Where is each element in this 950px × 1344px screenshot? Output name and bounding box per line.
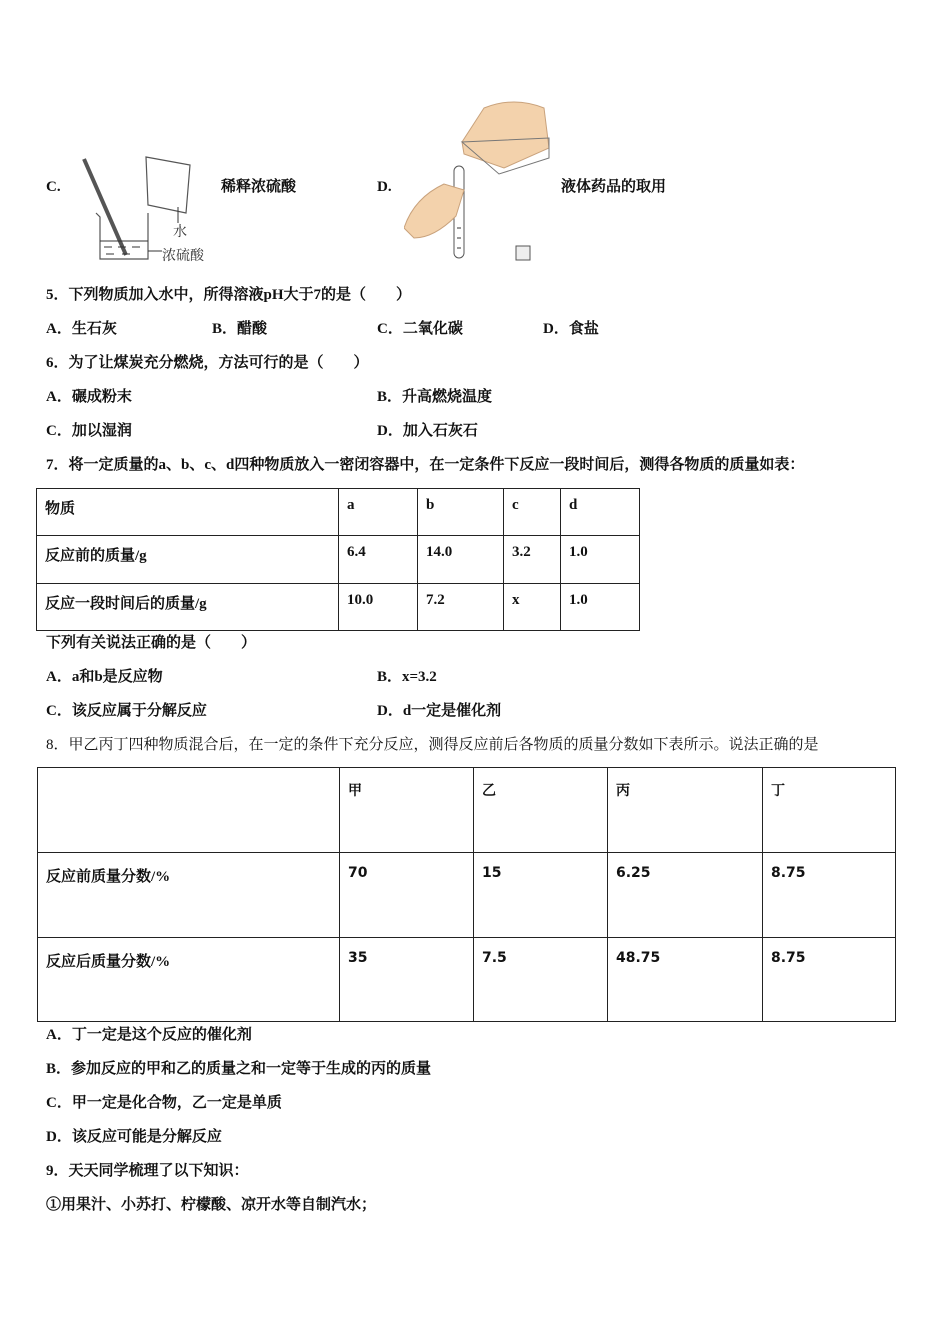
q7-stem: 7．将一定质量的a、b、c、d四种物质放入一密闭容器中，在一定条件下反应一段时间后，测得各物质的质量如表： [46, 457, 805, 473]
q8-option-d: D．该反应可能是分解反应 [46, 1129, 222, 1145]
table-cell: 70 [340, 853, 474, 938]
table-row [37, 584, 640, 631]
table-cell: x [504, 584, 561, 631]
table-cell: 丙 [608, 768, 763, 853]
option-c-caption: 稀释浓硫酸 [221, 179, 297, 195]
table-cell: 1.0 [561, 584, 640, 631]
q6-stem: 6．为了让煤炭充分燃烧，方法可行的是（ ） [46, 355, 369, 371]
q7-question: 下列有关说法正确的是（ ） [46, 635, 257, 651]
liquid-pouring-figure [404, 98, 554, 268]
q8-option-b: B．参加反应的甲和乙的质量之和一定等于生成的丙的质量 [46, 1061, 432, 1077]
q8-table [37, 767, 896, 1022]
table-cell: 7.5 [474, 938, 608, 1022]
q5-option-a: A．生石灰 [46, 321, 117, 337]
table-row [38, 768, 896, 853]
q8-option-c: C．甲一定是化合物，乙一定是单质 [46, 1095, 282, 1111]
table-cell: 14.0 [418, 536, 504, 584]
table-cell: 乙 [474, 768, 608, 853]
table-cell: 48.75 [608, 938, 763, 1022]
q7-option-a: A．a和b是反应物 [46, 669, 163, 685]
table-cell: 3.2 [504, 536, 561, 584]
q8-stem: 8．甲乙丙丁四种物质混合后，在一定的条件下充分反应，测得反应前后各物质的质量分数如下表所示。说法正确的是 [46, 737, 819, 753]
table-cell: 丁 [763, 768, 896, 853]
option-d-caption: 液体药品的取用 [561, 179, 667, 195]
table-row [38, 938, 896, 1022]
table-row [37, 489, 640, 536]
table-cell: 35 [340, 938, 474, 1022]
q7-option-c: C．该反应属于分解反应 [46, 703, 207, 719]
table-cell: 8.75 [763, 853, 896, 938]
q6-option-c: C．加以湿润 [46, 423, 132, 439]
table-cell: a [339, 489, 418, 536]
table-row [38, 853, 896, 938]
q5-option-b: B．醋酸 [212, 321, 268, 337]
q7-option-d: D．d一定是催化剂 [377, 703, 502, 719]
q6-option-b: B．升高燃烧温度 [377, 389, 493, 405]
table-cell: d [561, 489, 640, 536]
q7-table [36, 488, 640, 631]
table-cell: 6.4 [339, 536, 418, 584]
table-cell: b [418, 489, 504, 536]
table-cell: c [504, 489, 561, 536]
figure-label-sulfuric-acid: 浓硫酸 [162, 249, 204, 264]
table-cell: 反应后质量分数/% [38, 938, 340, 1022]
table-cell: 反应前质量分数/% [38, 853, 340, 938]
q9-stem: 9．天天同学梳理了以下知识： [46, 1163, 249, 1179]
table-cell: 15 [474, 853, 608, 938]
option-d-label: D. [377, 179, 392, 195]
table-cell: 7.2 [418, 584, 504, 631]
table-cell: 物质 [37, 489, 339, 536]
table-cell: 10.0 [339, 584, 418, 631]
figure-label-water: 水 [173, 225, 187, 240]
table-row [37, 536, 640, 584]
table-cell: 6.25 [608, 853, 763, 938]
table-cell: 甲 [340, 768, 474, 853]
option-c-label: C. [46, 179, 61, 195]
q5-stem: 5．下列物质加入水中，所得溶液pH大于7的是（ ） [46, 287, 412, 303]
q5-option-c: C．二氧化碳 [377, 321, 463, 337]
q7-option-b: B．x=3.2 [377, 669, 437, 685]
table-cell: 反应前的质量/g [37, 536, 339, 584]
q5-option-d: D．食盐 [543, 321, 599, 337]
table-cell [38, 768, 340, 853]
q6-option-d: D．加入石灰石 [377, 423, 478, 439]
q6-option-a: A．碾成粉末 [46, 389, 132, 405]
table-cell: 1.0 [561, 536, 640, 584]
q8-option-a: A．丁一定是这个反应的催化剂 [46, 1027, 252, 1043]
table-cell: 8.75 [763, 938, 896, 1022]
q9-item-1: ①用果汁、小苏打、柠檬酸、凉开水等自制汽水； [46, 1197, 377, 1213]
table-cell: 反应一段时间后的质量/g [37, 584, 339, 631]
